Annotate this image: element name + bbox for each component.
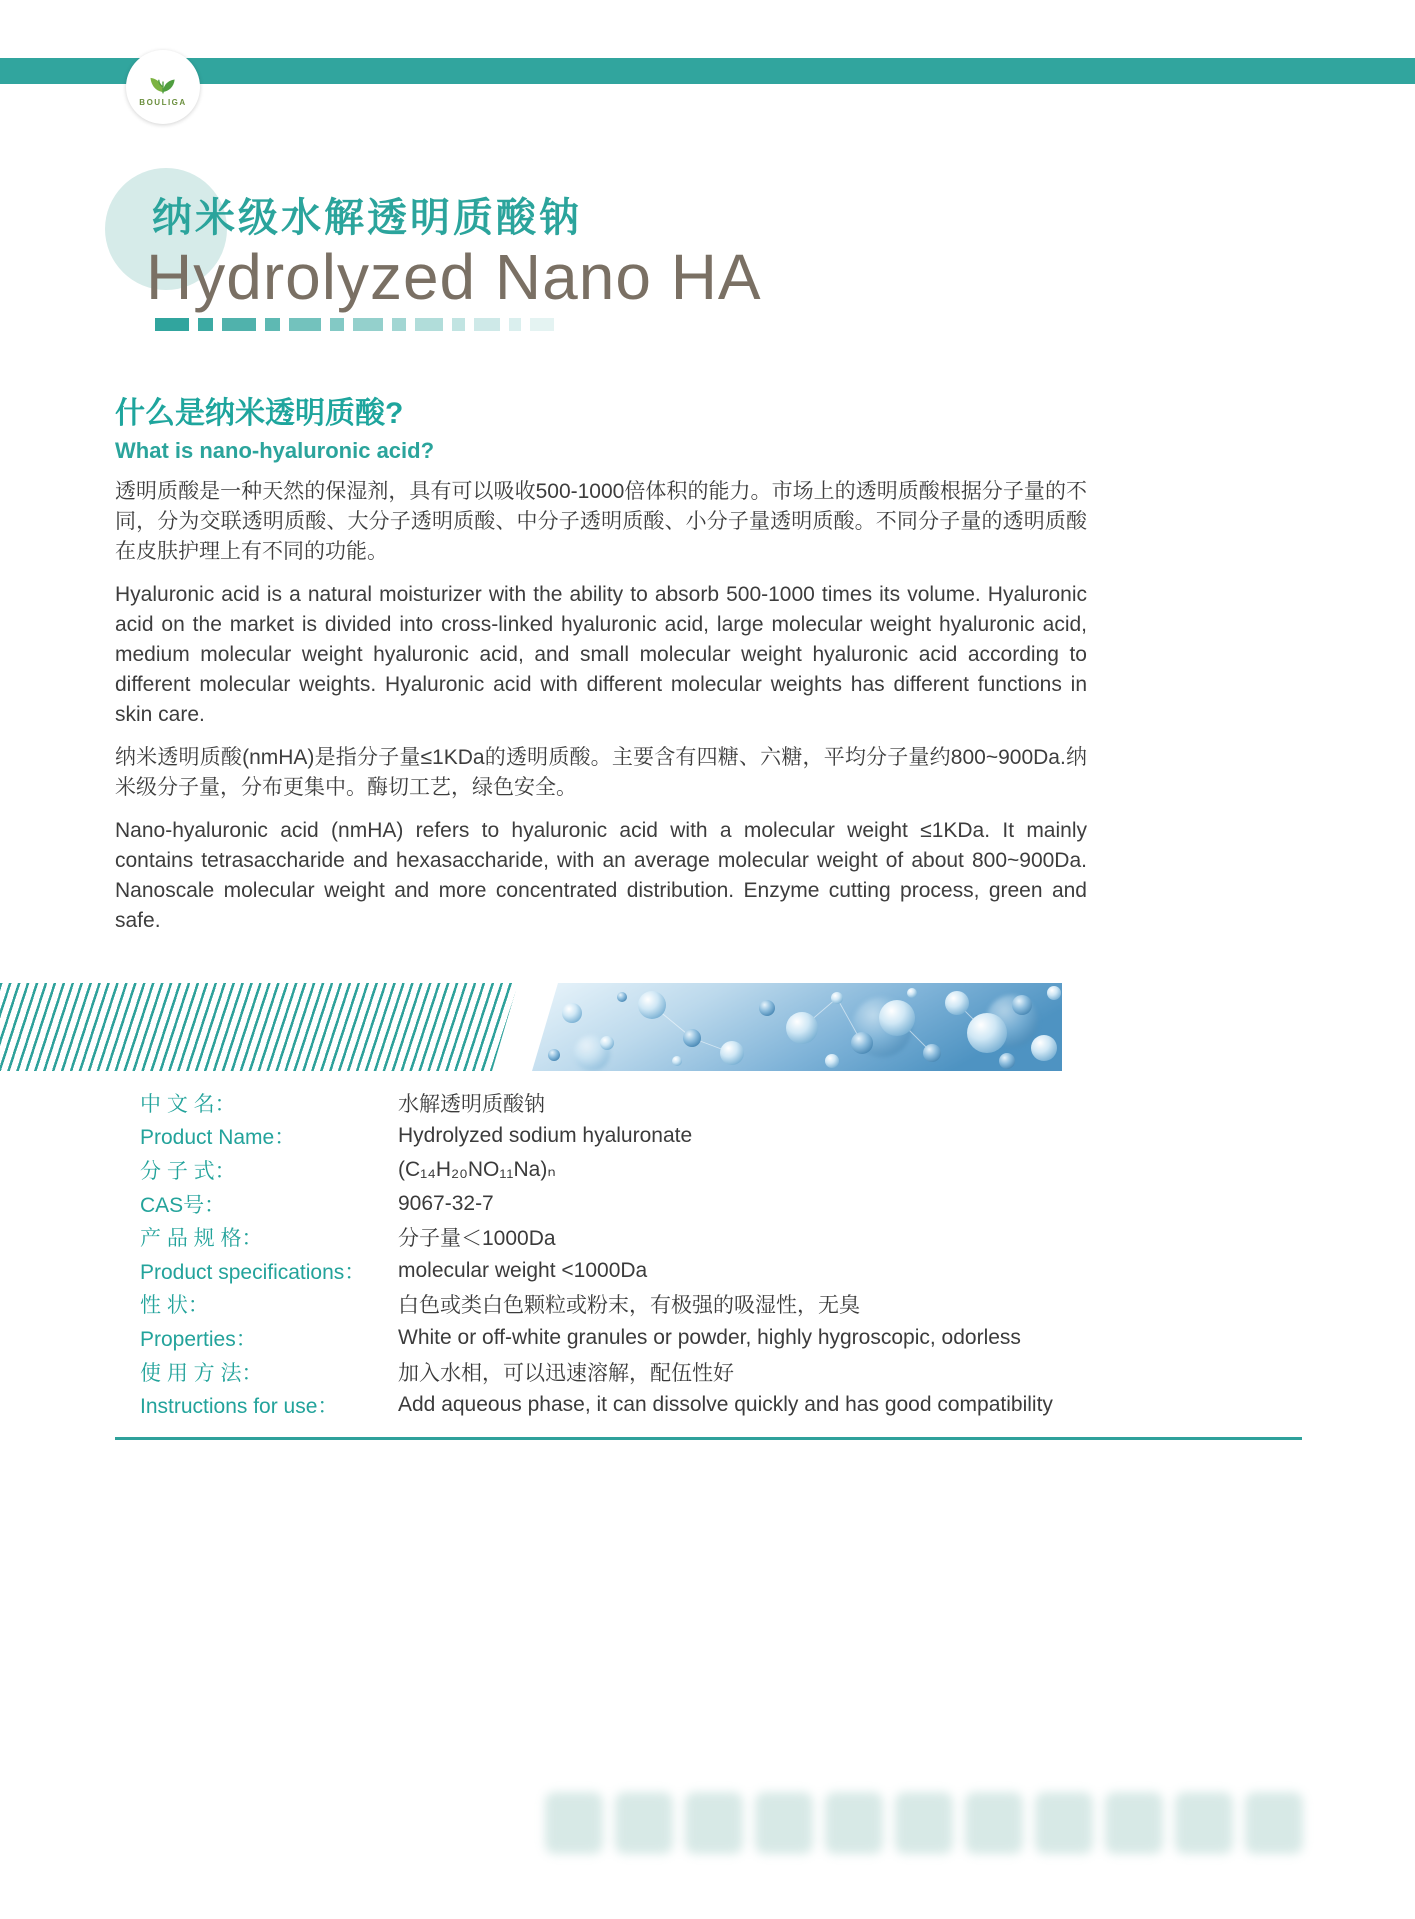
- brand-logo: [126, 50, 200, 124]
- spec-value: Add aqueous phase, it can dissolve quickly and has good compatibility: [398, 1393, 1053, 1417]
- table-row: [140, 1120, 1310, 1154]
- spec-value: White or off-white granules or powder, highly hygroscopic, odorless: [398, 1325, 1021, 1349]
- intro-section: [115, 388, 1087, 936]
- spec-label: 中 文 名：: [140, 1092, 236, 1116]
- spec-value: 分子量＜1000Da: [398, 1227, 556, 1251]
- spec-label: 分 子 式：: [140, 1159, 236, 1183]
- spec-label: 产 品 规 格：: [140, 1227, 263, 1251]
- spec-value: molecular weight <1000Da: [398, 1258, 648, 1282]
- spec-label: Properties：: [140, 1327, 257, 1351]
- section-heading-en: What is nano-hyaluronic acid?: [115, 438, 435, 463]
- molecule-photo: [532, 983, 1062, 1071]
- spec-value: (C₁₄H₂₀NO₁₁Na)ₙ: [398, 1158, 556, 1182]
- title-underline-dashes: [155, 318, 563, 336]
- table-row: [140, 1086, 1310, 1120]
- table-row: [140, 1153, 1310, 1187]
- decorative-band: [0, 983, 1062, 1071]
- spec-label: Instructions for use：: [140, 1395, 339, 1419]
- section-heading-zh: 什么是纳米透明质酸?: [115, 397, 404, 430]
- spec-value: 白色或类白色颗粒或粉末，有极强的吸湿性，无臭: [398, 1294, 860, 1318]
- spec-value: 水解透明质酸钠: [398, 1092, 545, 1116]
- spec-value: 9067-32-7: [398, 1191, 494, 1215]
- spec-label: CAS号：: [140, 1193, 226, 1217]
- spec-value: Hydrolyzed sodium hyaluronate: [398, 1124, 693, 1148]
- brand-name: BOULIGA: [139, 98, 187, 107]
- page-title-en: Hydrolyzed Nano HA: [146, 241, 762, 313]
- table-row: [140, 1288, 1310, 1322]
- top-accent-bar: [0, 58, 1415, 84]
- table-row: [140, 1220, 1310, 1254]
- table-row: [140, 1254, 1310, 1288]
- paragraph-zh-2: 纳米透明质酸(nmHA)是指分子量≤1KDa的透明质酸。主要含有四糖、六糖，平均分子量约800~900Da.纳米级分子量，分布更集中。酶切工艺，绿色安全。: [115, 746, 1087, 799]
- spec-label: 使 用 方 法：: [140, 1361, 263, 1385]
- table-row: [140, 1388, 1310, 1422]
- table-row: [140, 1355, 1310, 1389]
- bottom-divider-rule: [115, 1437, 1302, 1440]
- watermark: [545, 1792, 1303, 1854]
- spec-value: 加入水相，可以迅速溶解，配伍性好: [398, 1361, 734, 1385]
- spec-label: Product specifications：: [140, 1260, 366, 1284]
- paragraph-zh-1: 透明质酸是一种天然的保湿剂，具有可以吸收500-1000倍体积的能力。市场上的透明质酸根据分子量的不同，分为交联透明质酸、大分子透明质酸、中分子透明质酸、小分子量透明质酸。不同分子量的透明质酸在皮肤护理上有不同的功能。: [115, 480, 1087, 563]
- paragraph-en-1: Hyaluronic acid is a natural moisturizer with the ability to absorb 500-1000 times its volume. Hyaluronic acid on the market is divided into cross-linked hyaluronic acid, large molecular weight hyaluronic acid, medium molecular weight hyaluronic acid, and small molecular weight hyaluronic acid according to different molecular weights. Hyaluronic acid with different molecular weights has different functions in skin care.: [115, 583, 1087, 726]
- page-title-zh: 纳米级水解透明质酸钠: [152, 196, 582, 240]
- diagonal-stripes: [0, 983, 518, 1071]
- table-row: [140, 1187, 1310, 1221]
- sprout-icon: [146, 67, 180, 97]
- spec-label: Product Name：: [140, 1126, 296, 1150]
- table-row: [140, 1321, 1310, 1355]
- paragraph-en-2: Nano-hyaluronic acid (nmHA) refers to hyaluronic acid with a molecular weight ≤1KDa. It mainly contains tetrasaccharide and hexasaccharide, with an average molecular weight of about 800~900Da. Nanoscale molecular weight and more concentrated distribution. Enzyme cutting process, green and safe.: [115, 819, 1087, 932]
- product-spec-table: [140, 1086, 1310, 1422]
- spec-label: 性 状：: [140, 1294, 209, 1318]
